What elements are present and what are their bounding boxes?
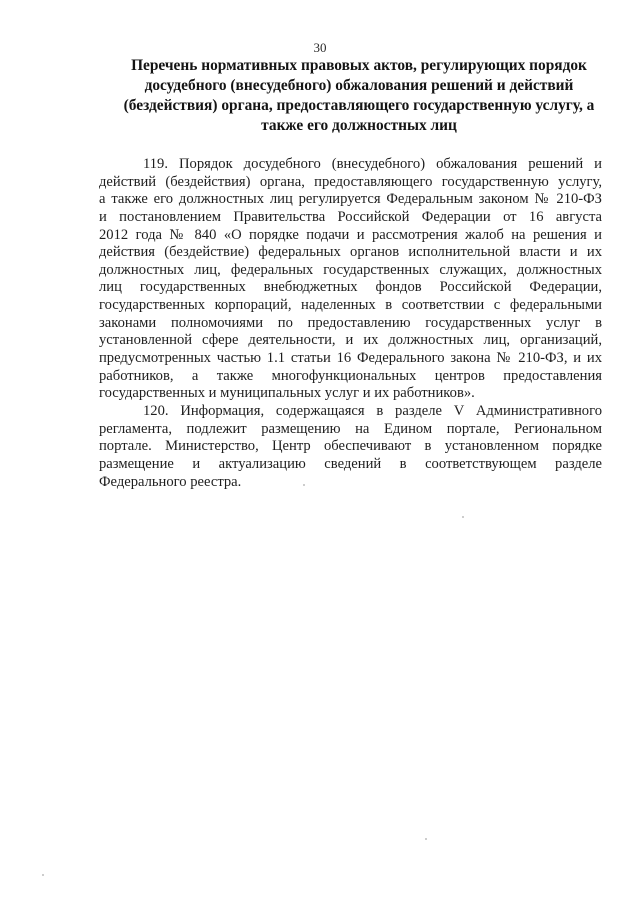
scan-speck: [425, 838, 427, 840]
document-body: [99, 156, 602, 491]
paragraph-line: лиц государственных внебюджетных фондов Российской Федерации,: [99, 279, 602, 296]
paragraph-line: работников, а также многофункциональных центров предоставления: [99, 367, 602, 384]
paragraph-line: 120. Информация, содержащаяся в разделе V Административного: [143, 402, 602, 419]
paragraph-line: 2012 года № 840 «О порядке подачи и рассмотрения жалоб на решения и: [99, 226, 602, 243]
page-number: 30: [313, 40, 327, 55]
paragraph-line: регламента, подлежит размещению на Едином портале, Региональном: [99, 420, 602, 437]
scan-speck: [42, 874, 44, 876]
paragraph-120: [99, 403, 602, 491]
paragraph-line: предусмотренных частью 1.1 статьи 16 Федерального закона № 210-ФЗ, и их: [99, 350, 602, 367]
paragraph-line: установленной сфере деятельности, и их должностных лиц, организаций,: [99, 332, 602, 349]
heading-line: досудебного (внесудебного) обжалования решений и действий: [144, 77, 574, 94]
paragraph-line: а также его должностных лиц регулируется Федеральным законом № 210-ФЗ: [99, 191, 602, 208]
paragraph-line: законами полномочиями по предоставлению государственных услуг в: [99, 314, 602, 331]
paragraph-line: должностных лиц, федеральных государственных служащих, должностных: [99, 261, 602, 278]
paragraph-line: государственных корпораций, наделенных в соответствии с федеральными: [99, 297, 602, 314]
heading-line: также его должностных лиц: [261, 117, 457, 134]
paragraph-line: 119. Порядок досудебного (внесудебного) обжалования решений и: [143, 156, 602, 172]
paragraph-line: Федерального реестра.: [99, 473, 242, 490]
scan-speck: [462, 516, 464, 518]
paragraph-line: действия (бездействие) федеральных органов исполнительной власти и их: [99, 244, 602, 261]
section-heading: [108, 56, 610, 136]
heading-line: Перечень нормативных правовых актов, регулирующих порядок: [131, 57, 587, 74]
paragraph-119: [99, 156, 602, 403]
paragraph-line: государственных и муниципальных услуг и их работников».: [99, 385, 475, 402]
paragraph-line: размещение и актуализацию сведений в соответствующем разделе: [99, 455, 602, 472]
paragraph-line: и постановлением Правительства Российской Федерации от 16 августа: [99, 208, 602, 225]
scan-speck: [303, 484, 305, 486]
heading-line: (бездействия) органа, предоставляющего государственную услугу, а: [123, 97, 595, 114]
paragraph-line: портале. Министерство, Центр обеспечивают в установленном порядке: [99, 438, 602, 455]
paragraph-line: действий (бездействия) органа, предоставляющего государственную услугу,: [99, 173, 602, 190]
